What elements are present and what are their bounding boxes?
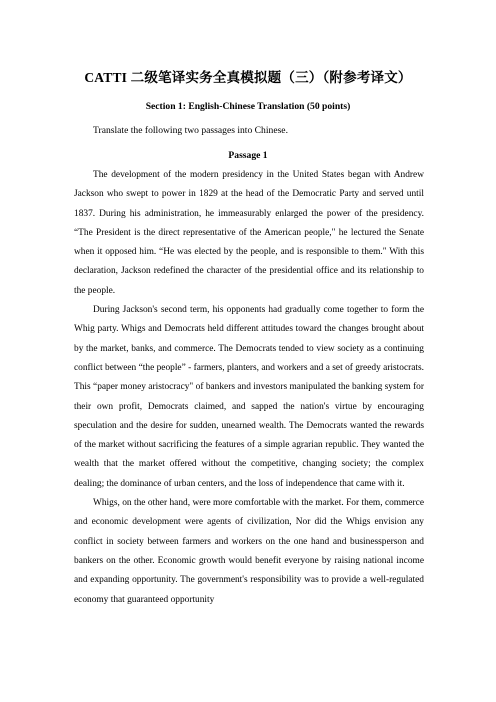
document-title: CATTI 二级笔译实务全真模拟题（三）（附参考译文） bbox=[84, 70, 412, 85]
paragraph-1: The development of the modern presidency in the United States began with Andrew Jackson who swept to power in 1829 at the head of the Democratic Party and served until 1837. During his administration, he immeasurably enlarged the power of the presidency. “The President is the direct representative of the American people," he lectured the Senate when it opposed him. “He was elected by the people, and is responsible to them." With this declaration, Jackson redefined the character of the presidential office and its relationship to the people. bbox=[74, 170, 424, 296]
paragraph-3: Whigs, on the other hand, were more comfortable with the market. For them, commerce and economic development were agents of civilization, Nor did the Whigs envision any conflict in society between farmers and workers on the one hand and businessperson and bankers on the other. Economic growth would benefit everyone by raising national income and expanding opportunity. The government's responsibility was to provide a well-regulated economy that guaranteed opportunity bbox=[74, 498, 424, 605]
paragraph-2: During Jackson's second term, his opponents had gradually come together to form the Whig party. Whigs and Democrats held different attitudes toward the changes brought about by the market, banks, and commerce. The Democrats tended to view society as a continuing conflict between “the people” - farmers, planters, and workers and a set of greedy aristocrats. This “paper money aristocracy" of bankers and investors manipulated the banking system for their own profit, Democrats claimed, and sapped the nation's virtue by encouraging speculation and the desire for sudden, unearned wealth. The Democrats wanted the rewards of the market without sacrificing the features of a simple agrarian republic. They wanted the wealth that the market offered without the competitive, changing society; the complex dealing; the dominance of urban centers, and the loss of independence that came with it. bbox=[74, 305, 424, 489]
instruction-text: Translate the following two passages into Chinese. bbox=[93, 125, 288, 136]
section-heading: Section 1: English-Chinese Translation (50 points) bbox=[145, 101, 351, 112]
passage-title: Passage 1 bbox=[228, 150, 268, 161]
passage-body bbox=[74, 166, 424, 610]
